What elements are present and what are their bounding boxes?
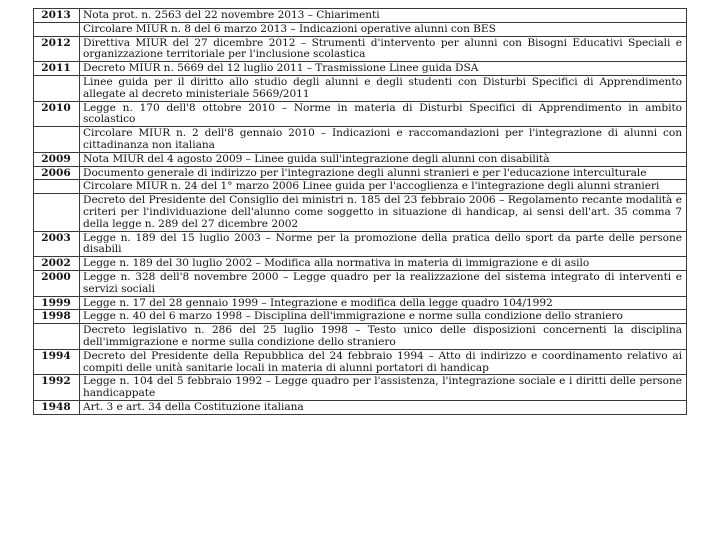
year-cell: 2000 bbox=[34, 270, 80, 296]
year-cell-empty bbox=[34, 75, 80, 101]
entry-cell: Legge n. 328 dell'8 novembre 2000 – Legge quadro per la realizzazione del sistema integrato di interventi e servizi sociali bbox=[80, 270, 687, 296]
table-row bbox=[34, 75, 687, 101]
table-row bbox=[34, 270, 687, 296]
entry-cell: Circolare MIUR n. 24 del 1° marzo 2006 Linee guida per l'accoglienza e l'integrazione degli alunni stranieri bbox=[80, 180, 687, 194]
entry-cell: Linee guida per il diritto allo studio degli alunni e degli studenti con Disturbi Specifici di Apprendimento allegate al decreto ministeriale 5669/2011 bbox=[80, 75, 687, 101]
table-row bbox=[34, 375, 687, 401]
year-cell: 2010 bbox=[34, 101, 80, 127]
table-row bbox=[34, 62, 687, 76]
legislation-table bbox=[33, 8, 687, 415]
year-cell: 1992 bbox=[34, 375, 80, 401]
year-cell: 1999 bbox=[34, 296, 80, 310]
year-cell: 2011 bbox=[34, 62, 80, 76]
year-cell: 2009 bbox=[34, 152, 80, 166]
table-row bbox=[34, 194, 687, 231]
table-row bbox=[34, 127, 687, 153]
table-row bbox=[34, 36, 687, 62]
entry-cell: Direttiva MIUR del 27 dicembre 2012 – Strumenti d'intervento per alunni con Bisogni Educativi Speciali e organizzazione territoriale per l'inclusione scolastica bbox=[80, 36, 687, 62]
table-row bbox=[34, 349, 687, 375]
year-cell: 1948 bbox=[34, 400, 80, 414]
year-cell-empty bbox=[34, 180, 80, 194]
table-row bbox=[34, 180, 687, 194]
table-row bbox=[34, 231, 687, 257]
year-cell-empty bbox=[34, 324, 80, 350]
table-row bbox=[34, 101, 687, 127]
entry-cell: Legge n. 17 del 28 gennaio 1999 – Integrazione e modifica della legge quadro 104/1992 bbox=[80, 296, 687, 310]
entry-cell: Legge n. 170 dell'8 ottobre 2010 – Norme in materia di Disturbi Specifici di Apprendimento in ambito scolastico bbox=[80, 101, 687, 127]
table-row bbox=[34, 324, 687, 350]
year-cell-empty bbox=[34, 127, 80, 153]
table-row bbox=[34, 22, 687, 36]
year-cell: 2003 bbox=[34, 231, 80, 257]
year-cell: 1994 bbox=[34, 349, 80, 375]
entry-cell: Decreto legislativo n. 286 del 25 luglio 1998 – Testo unico delle disposizioni concernenti la disciplina dell'immigrazione e norme sulla condizione dello straniero bbox=[80, 324, 687, 350]
year-cell: 2012 bbox=[34, 36, 80, 62]
entry-cell: Legge n. 189 del 30 luglio 2002 – Modifica alla normativa in materia di immigrazione e di asilo bbox=[80, 257, 687, 271]
entry-cell: Documento generale di indirizzo per l'integrazione degli alunni stranieri e per l'educazione interculturale bbox=[80, 166, 687, 180]
table-row bbox=[34, 257, 687, 271]
entry-cell: Decreto MIUR n. 5669 del 12 luglio 2011 – Trasmissione Linee guida DSA bbox=[80, 62, 687, 76]
table-row bbox=[34, 310, 687, 324]
year-cell: 2006 bbox=[34, 166, 80, 180]
table-row bbox=[34, 166, 687, 180]
year-cell: 1998 bbox=[34, 310, 80, 324]
table-row bbox=[34, 400, 687, 414]
entry-cell: Circolare MIUR n. 8 del 6 marzo 2013 – Indicazioni operative alunni con BES bbox=[80, 22, 687, 36]
entry-cell: Nota MIUR del 4 agosto 2009 – Linee guida sull'integrazione degli alunni con disabilità bbox=[80, 152, 687, 166]
entry-cell: Legge n. 189 del 15 luglio 2003 – Norme per la promozione della pratica dello sport da parte delle persone disabili bbox=[80, 231, 687, 257]
year-cell-empty bbox=[34, 22, 80, 36]
entry-cell: Art. 3 e art. 34 della Costituzione italiana bbox=[80, 400, 687, 414]
entry-cell: Circolare MIUR n. 2 dell'8 gennaio 2010 – Indicazioni e raccomandazioni per l'integrazione di alunni con cittadinanza non italiana bbox=[80, 127, 687, 153]
year-cell: 2013 bbox=[34, 9, 80, 23]
table-row bbox=[34, 152, 687, 166]
entry-cell: Nota prot. n. 2563 del 22 novembre 2013 – Chiarimenti bbox=[80, 9, 687, 23]
year-cell: 2002 bbox=[34, 257, 80, 271]
legislation-table-body bbox=[34, 9, 687, 415]
entry-cell: Legge n. 40 del 6 marzo 1998 – Disciplina dell'immigrazione e norme sulla condizione dello straniero bbox=[80, 310, 687, 324]
table-row bbox=[34, 9, 687, 23]
entry-cell: Legge n. 104 del 5 febbraio 1992 – Legge quadro per l'assistenza, l'integrazione sociale e i diritti delle persone handicappate bbox=[80, 375, 687, 401]
year-cell-empty bbox=[34, 194, 80, 231]
table-row bbox=[34, 296, 687, 310]
entry-cell: Decreto del Presidente della Repubblica del 24 febbraio 1994 – Atto di indirizzo e coordinamento relativo ai compiti delle unità sanitarie locali in materia di alunni portatori di handicap bbox=[80, 349, 687, 375]
entry-cell: Decreto del Presidente del Consiglio dei ministri n. 185 del 23 febbraio 2006 – Regolamento recante modalità e criteri per l'individuazione dell'alunno come soggetto in situazione di handicap, ai sensi dell'art. 35 comma 7 della legge n. 289 del 27 dicembre 2002 bbox=[80, 194, 687, 231]
